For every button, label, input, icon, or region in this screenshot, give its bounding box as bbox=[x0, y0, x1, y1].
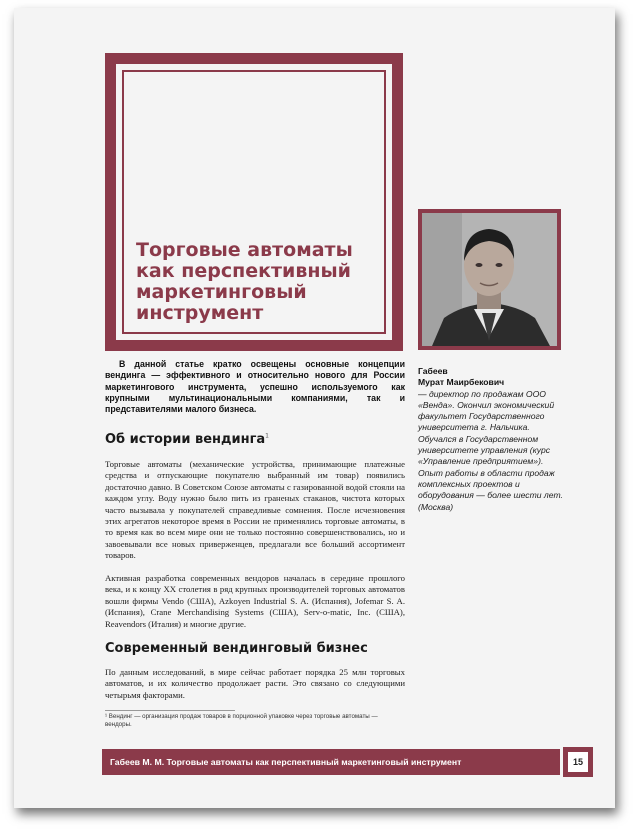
footnote-mark: 1 bbox=[265, 432, 269, 440]
magazine-page bbox=[14, 8, 615, 808]
author-portrait-image bbox=[422, 213, 557, 346]
history-paragraph-2: Активная разработка современных вендоров началась в середине прошлого века, и к концу XX столетия в ряд крупных производителей торговых автоматов вошли фирмы Vendo (США), Azkoyen Industrial S. A. (Испания), Jofemar S. A. (Испания), Crane Merchandising Systems (США), Serv-o-matic, Inc. (США), Reavendors (Италия) и многие другие. bbox=[105, 573, 405, 629]
footnote-divider bbox=[105, 710, 235, 711]
title-frame bbox=[105, 53, 403, 351]
footnote: ¹ Вендинг — организация продаж товаров в порционной упаковке через торговые автоматы — вендоры. bbox=[105, 713, 378, 728]
article-abstract: В данной статье кратко освещены основные концепции вендинга — эффективного и относительно нового для России маркетингового инструмента, успешно используемого как крупными мультинациональными компаниями, так и представителями малого бизнеса. bbox=[105, 359, 405, 415]
author-info bbox=[418, 366, 563, 513]
page-number-box bbox=[563, 747, 593, 777]
modern-paragraph-1: По данным исследований, в мире сейчас работает порядка 25 млн торговых автоматов, и их количество продолжает расти. Это связано со следующими четырьмя факторами. bbox=[105, 667, 405, 700]
author-given-names: Мурат Маирбекович bbox=[418, 377, 505, 388]
running-footer: Габеев М. М. Торговые автоматы как перспективный маркетинговый инструмент bbox=[102, 749, 560, 775]
author-surname: Габеев bbox=[418, 366, 448, 376]
author-city: (Москва) bbox=[418, 501, 454, 512]
author-photo-frame bbox=[418, 209, 561, 350]
author-photo bbox=[422, 213, 557, 346]
title-frame-inner bbox=[116, 64, 392, 340]
history-paragraph-1: Торговые автоматы (механические устройства, принимающие платежные средства и отпускающие покупателю выбранный им товар) появились достаточно давно. В Советском Союзе автоматы с газированной водой стояли на каждом углу. Воду нужно было пить из граненых стаканов, чистота которых часто вызывала у покупателей справедливые сомнения. После исчезновения этих агрегатов некоторое время в России не применялись торговые автоматы, в то время как во всем мире они не только постоянно совершенствовались, но и завоевывали все новых приверженцев, предлагали все больший ассортимент товаров. bbox=[105, 459, 405, 561]
section-heading-modern: Современный вендинговый бизнес bbox=[105, 641, 368, 656]
author-bio: — директор по продажам ООО «Венда». Окончил экономический факультет Государственного университета г. Нальчика. Обучался в Государственном университете управления (курс «Управление предприятием»). Опыт работы в области продаж комплексных проектов и оборудования — более шести лет. bbox=[418, 388, 563, 501]
page-number: 15 bbox=[568, 752, 588, 772]
section-heading-history bbox=[105, 432, 269, 447]
article-title: Торговые автоматы как перспективный маркетинговый инструмент bbox=[136, 239, 353, 324]
section-heading-history-text: Об истории вендинга bbox=[105, 432, 266, 447]
